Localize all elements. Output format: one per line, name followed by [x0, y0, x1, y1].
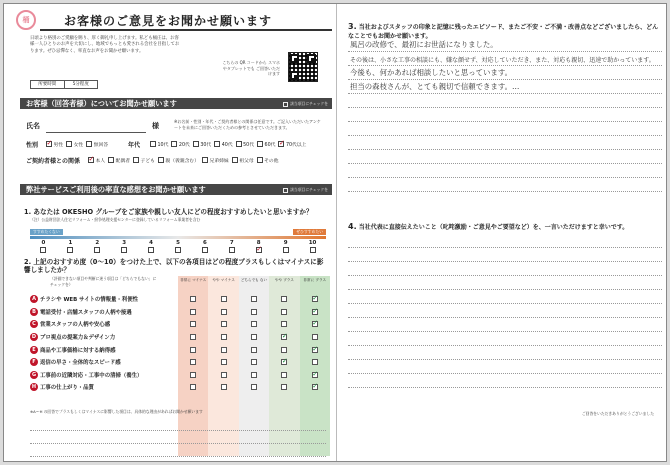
rating-row — [30, 306, 330, 319]
relation-row — [24, 154, 324, 166]
checkbox[interactable] — [312, 309, 318, 315]
gender-option[interactable] — [86, 141, 108, 148]
checkbox[interactable] — [221, 321, 227, 327]
checkbox[interactable] — [312, 296, 318, 302]
scale-number: 8 — [256, 240, 261, 246]
item-letter: H — [31, 384, 37, 391]
answer-line[interactable] — [348, 38, 662, 52]
scale-option[interactable] — [218, 240, 245, 253]
scale-number: 6 — [202, 240, 207, 246]
column-header: どちらでも ない — [240, 278, 268, 282]
rating-row — [30, 343, 330, 356]
scale-option[interactable] — [191, 240, 218, 253]
section-feedback-title: 弊社サービスご利用後の率直な感想をお聞かせ願います — [26, 185, 206, 194]
scale-gradient — [30, 236, 326, 239]
reason-line[interactable] — [30, 418, 326, 431]
item-label: 工事前の近隣対応・工事中の清掃（養生） — [40, 372, 143, 379]
checkbox[interactable] — [193, 141, 199, 147]
checkbox[interactable] — [190, 334, 196, 340]
checkbox[interactable] — [94, 247, 100, 253]
rating-cells — [178, 369, 330, 382]
answer-line[interactable] — [348, 108, 662, 122]
rating-cell — [269, 369, 299, 382]
checkbox[interactable] — [281, 359, 287, 365]
rating-cell — [208, 293, 238, 306]
option-label: 40代 — [221, 142, 233, 148]
checkbox[interactable] — [278, 141, 284, 147]
scale-option[interactable] — [57, 240, 84, 253]
option-label: 配偶者 — [115, 158, 131, 164]
answer-line[interactable] — [348, 150, 662, 164]
rating-cell — [208, 343, 238, 356]
age-option[interactable] — [171, 141, 189, 148]
checkbox[interactable] — [66, 141, 72, 147]
check-note — [283, 186, 328, 193]
section-feedback — [20, 184, 332, 195]
checkbox[interactable] — [121, 247, 127, 253]
checkbox[interactable] — [281, 309, 287, 315]
checkbox[interactable] — [190, 384, 196, 390]
name-label: 氏名 — [26, 122, 40, 130]
rating-cell — [208, 356, 238, 369]
checkbox[interactable] — [190, 296, 196, 302]
gender-option[interactable] — [46, 141, 63, 148]
option-label: 30代 — [200, 142, 212, 148]
rating-cell — [300, 381, 330, 394]
checkbox[interactable] — [221, 384, 227, 390]
rating-cell — [178, 381, 208, 394]
rating-cell — [239, 356, 269, 369]
q2-footnote: ※A〜H の回答でプラスもしくはマイナスに影響した項目は、具体的な理由があればお聞かせ願います — [30, 409, 203, 414]
company-logo: 桶 — [16, 10, 36, 30]
checkbox[interactable] — [88, 157, 94, 163]
scale-option[interactable] — [30, 240, 57, 253]
rating-cells — [178, 293, 330, 306]
option-label: 親（義親含む） — [165, 158, 200, 164]
checkbox[interactable] — [190, 321, 196, 327]
qr-corner — [290, 71, 299, 80]
scale-option[interactable] — [138, 240, 165, 253]
column-header: やや マイナス — [212, 278, 235, 282]
rating-columns — [178, 276, 330, 292]
age-option[interactable] — [214, 141, 232, 148]
age-option[interactable] — [150, 141, 168, 148]
qr-corner — [307, 54, 316, 63]
relation-option[interactable] — [202, 157, 229, 164]
q4-text: 当社代表に直接伝えたいこと（叱咤激励・ご意見やご要望など）を、一言いただけますと幸いです。 — [358, 224, 629, 231]
q1-note: （注）公益財団法人住宅リフォーム・紛争処理支援センターに登録しているリフォーム事業者を含む — [30, 217, 201, 222]
checkbox[interactable] — [67, 247, 73, 253]
rating-cell — [208, 318, 238, 331]
option-label: 無回答 — [93, 142, 109, 148]
rating-cell — [269, 356, 299, 369]
item-letter: A — [30, 295, 38, 303]
rating-cell — [178, 293, 208, 306]
relation-option[interactable] — [158, 157, 199, 164]
name-suffix: 様 — [152, 122, 159, 130]
checkbox[interactable] — [221, 359, 227, 365]
checkbox[interactable] — [148, 247, 154, 253]
column-header: やや プラス — [274, 278, 294, 282]
item-label: 電話受付・店舗スタッフの人柄や接遇 — [40, 309, 132, 316]
scale-number: 9 — [283, 240, 288, 246]
checkbox[interactable] — [232, 157, 238, 163]
rating-cell — [239, 293, 269, 306]
gender-options — [46, 138, 111, 150]
checkbox[interactable] — [257, 157, 263, 163]
scale-number: 2 — [95, 240, 100, 246]
checkbox[interactable] — [312, 372, 318, 378]
checkbox[interactable] — [310, 247, 316, 253]
relation-option[interactable] — [257, 157, 279, 164]
rating-cell — [178, 356, 208, 369]
rating-row — [30, 293, 330, 306]
section-respondent-title: お客様（回答者様）についてお聞かせ願います — [26, 99, 177, 108]
rating-cells — [178, 356, 330, 369]
age-options — [150, 138, 309, 150]
gender-age-row — [24, 138, 324, 150]
checkbox[interactable] — [190, 372, 196, 378]
rating-cell — [239, 306, 269, 319]
rating-cell — [300, 343, 330, 356]
answer-line[interactable] — [348, 290, 662, 304]
qr-code[interactable] — [288, 52, 318, 82]
intro-text: 日頃より格別のご愛顧を賜り、厚く御礼申し上げます。私ども桶庄は、お客様一人ひとりのお声を大切にし、地域でもっとも愛される会社を目指しております。ぜひ忌憚なく、率直なお声をお聞かせ願います。 — [30, 36, 180, 54]
checkbox[interactable] — [229, 247, 235, 253]
rating-cells — [178, 318, 330, 331]
gender-option[interactable] — [66, 141, 83, 148]
option-label: 60代 — [264, 142, 276, 148]
reason-line[interactable] — [30, 431, 326, 444]
item-letter: F — [30, 358, 38, 366]
reason-lines[interactable] — [30, 418, 326, 457]
rating-cell — [208, 331, 238, 344]
checkbox[interactable] — [202, 247, 208, 253]
item-label: 工事の仕上がり・品質 — [40, 385, 94, 392]
rating-cell — [239, 331, 269, 344]
scale-number: 1 — [68, 240, 73, 246]
checkbox[interactable] — [214, 141, 220, 147]
column-header: 非常に プラス — [303, 278, 327, 282]
rating-cell — [300, 369, 330, 382]
scale-number: 7 — [229, 240, 234, 246]
item-label: 営業スタッフの人柄や安心感 — [40, 322, 111, 329]
checkbox[interactable] — [158, 157, 164, 163]
rating-cell — [300, 356, 330, 369]
rating-cell — [300, 318, 330, 331]
name-note: ※お名前・性別・年代・ご契約者様との関係は任意です。ご記入いただいたアンケートを未来にご回答いただくための参考とさせていただきます。 — [174, 119, 321, 130]
checkbox[interactable] — [312, 384, 318, 390]
scale-option[interactable] — [272, 240, 299, 253]
rating-cells — [178, 306, 330, 319]
checkbox[interactable] — [202, 157, 208, 163]
checkbox[interactable] — [256, 247, 262, 253]
answer-line[interactable] — [348, 94, 662, 108]
scale-options — [30, 240, 326, 253]
item-label: チラシや WEB サイトの情報量・利便性 — [40, 297, 138, 304]
scale-option[interactable] — [84, 240, 111, 253]
rating-row — [30, 331, 330, 344]
reason-line[interactable] — [30, 444, 326, 457]
rating-cell — [269, 306, 299, 319]
item-label: 商品や工事価格に対する納得感 — [40, 347, 116, 354]
answer-line[interactable] — [348, 262, 662, 276]
checkbox[interactable] — [86, 141, 92, 147]
q4-number: 4. — [348, 222, 357, 231]
item-letter: E — [30, 346, 38, 354]
checkbox[interactable] — [190, 347, 196, 353]
checkbox[interactable] — [281, 296, 287, 302]
answer-line[interactable] — [348, 164, 662, 178]
rating-cells — [178, 331, 330, 344]
handwritten-text: 風呂の改修で、最初にお世話になりました。 — [350, 40, 498, 49]
checkbox[interactable] — [40, 247, 46, 253]
relation-option[interactable] — [108, 157, 130, 164]
checkbox[interactable] — [312, 347, 318, 353]
item-letter: D — [31, 334, 37, 341]
rating-cell — [239, 343, 269, 356]
checkbox[interactable] — [221, 334, 227, 340]
option-label: 子ども — [140, 158, 155, 164]
rating-cell — [208, 381, 238, 394]
time-label: 所要時間 — [31, 81, 65, 88]
checkbox[interactable] — [236, 141, 242, 147]
checkbox[interactable] — [150, 141, 156, 147]
relation-options — [88, 154, 282, 166]
age-option[interactable] — [257, 141, 275, 148]
rating-row — [30, 369, 330, 382]
rating-cells — [178, 381, 330, 394]
checkbox[interactable] — [312, 334, 318, 340]
rating-row — [30, 356, 330, 369]
scale-low-label: すすめたくない — [30, 229, 63, 235]
checkbox[interactable] — [251, 372, 257, 378]
checkbox[interactable] — [251, 384, 257, 390]
left-page — [10, 8, 332, 458]
checkbox[interactable] — [251, 359, 257, 365]
answer-line[interactable] — [348, 80, 662, 94]
rating-cell — [208, 306, 238, 319]
scale-option[interactable] — [245, 240, 272, 253]
checkbox[interactable] — [257, 141, 263, 147]
q3-number: 3. — [348, 22, 357, 31]
checkbox[interactable] — [251, 309, 257, 315]
checkbox[interactable] — [221, 309, 227, 315]
option-label: 10代 — [157, 142, 169, 148]
scale-option[interactable] — [299, 240, 326, 253]
rating-cell — [269, 318, 299, 331]
rating-row — [30, 318, 330, 331]
gender-label: 性別 — [26, 142, 39, 149]
rating-cell — [269, 381, 299, 394]
q2-note: （評価できない項目や判断に迷う項目は「どちらでもない」にチェックを） — [50, 276, 157, 287]
option-label: 20代 — [178, 142, 190, 148]
page-title: お客様のご意見をお聞かせ願います — [64, 14, 273, 28]
q3-answer-lines[interactable] — [348, 38, 662, 192]
checkbox[interactable] — [283, 247, 289, 253]
rating-items — [30, 293, 330, 394]
checkbox[interactable] — [281, 321, 287, 327]
checkbox[interactable] — [46, 141, 52, 147]
answer-line[interactable] — [348, 178, 662, 192]
thanks-text: ご回答をいただきありがとうございました — [581, 411, 654, 416]
rating-row — [30, 381, 330, 394]
option-label: 男性 — [53, 142, 64, 148]
checkbox[interactable] — [175, 247, 181, 253]
checkbox[interactable] — [221, 372, 227, 378]
rating-cell — [178, 331, 208, 344]
check-note-text: 該当項目にチェックを — [290, 187, 328, 192]
rating-cell — [300, 331, 330, 344]
checkbox[interactable] — [281, 372, 287, 378]
checkbox[interactable] — [171, 141, 177, 147]
q4-answer-lines[interactable] — [348, 234, 662, 388]
option-label: 女性 — [73, 142, 84, 148]
checkbox[interactable] — [312, 321, 318, 327]
scale-option[interactable] — [111, 240, 138, 253]
rating-cell — [178, 369, 208, 382]
scale-number: 5 — [176, 240, 180, 246]
answer-line[interactable] — [348, 374, 662, 388]
checkbox[interactable] — [281, 334, 287, 340]
answer-line[interactable] — [348, 66, 662, 80]
option-label: 祖父母 — [239, 158, 254, 164]
name-field[interactable] — [46, 132, 146, 133]
option-label: 50代 — [243, 142, 255, 148]
answer-line[interactable] — [348, 318, 662, 332]
check-note — [283, 100, 328, 107]
section-respondent — [20, 98, 332, 109]
relation-option[interactable] — [133, 157, 155, 164]
option-label: 兄弟姉妹 — [209, 158, 229, 164]
answer-line[interactable] — [348, 304, 662, 318]
header — [10, 8, 332, 32]
answer-line[interactable] — [348, 136, 662, 150]
answer-line[interactable] — [348, 122, 662, 136]
age-option[interactable] — [278, 141, 306, 148]
rating-cell — [239, 369, 269, 382]
scale-high-label: ぜひすすめたい — [293, 229, 326, 235]
checkbox-icon — [283, 188, 288, 193]
fold-line — [336, 4, 337, 461]
answer-line[interactable] — [348, 248, 662, 262]
rating-cell — [269, 343, 299, 356]
checkbox[interactable] — [312, 359, 318, 365]
age-option[interactable] — [236, 141, 254, 148]
title-rule — [40, 29, 332, 31]
scale-number: 10 — [308, 240, 317, 246]
scale-number: 0 — [41, 240, 46, 246]
item-letter: G — [31, 371, 37, 378]
time-value: 5分程度 — [72, 82, 89, 87]
rating-cell — [178, 306, 208, 319]
rating-cell — [269, 331, 299, 344]
item-letter: B — [30, 308, 38, 316]
rating-cell — [269, 293, 299, 306]
rating-cell — [178, 343, 208, 356]
rating-cell — [178, 318, 208, 331]
checkbox[interactable] — [133, 157, 139, 163]
answer-line[interactable] — [348, 332, 662, 346]
check-note-text: 該当項目にチェックを — [290, 101, 328, 106]
qr-corner — [290, 54, 299, 63]
survey-sheet — [3, 3, 667, 462]
item-label: 返信の早さ・全体的なスピード感 — [40, 360, 121, 367]
answer-line[interactable] — [348, 234, 662, 248]
checkbox[interactable] — [281, 347, 287, 353]
item-label: プロ視点の提案力＆デザイン力 — [40, 335, 116, 342]
option-label: その他 — [264, 158, 279, 164]
q3-text: 当社およびスタッフの印象と記憶に残ったエピソード、またご不安・ご不満・改善点などございましたら、どんなことでもお聞かせ願います。 — [348, 24, 659, 40]
rating-cell — [300, 306, 330, 319]
scale-number: 4 — [149, 240, 153, 246]
rating-cell — [208, 369, 238, 382]
checkbox[interactable] — [221, 347, 227, 353]
right-page — [340, 8, 662, 458]
relation-option[interactable] — [88, 157, 105, 164]
qr-caption: こちらの QR コードから スマホやタブレットでも ご回答いただけます — [222, 60, 280, 77]
answer-line[interactable] — [348, 52, 662, 66]
scale-number: 3 — [122, 240, 127, 246]
checkbox[interactable] — [108, 157, 114, 163]
q4-heading — [348, 222, 662, 231]
relation-label: ご契約者様との関係 — [26, 158, 81, 165]
handwritten-text: その後は、小さな工事の相談にも、嫌な顔せず、対応していただき、また、対応も親切、迅速で助かっています。 — [350, 57, 655, 64]
checkbox[interactable] — [251, 321, 257, 327]
column-header: 非常に マイナス — [180, 278, 207, 282]
answer-line[interactable] — [348, 276, 662, 290]
option-label: 本人 — [95, 158, 106, 164]
option-label: 70代以上 — [285, 142, 307, 148]
nps-scale — [30, 229, 326, 255]
relation-option[interactable] — [232, 157, 254, 164]
handwritten-text: 担当の森枝さんが、とても親切で信頼できます。… — [350, 82, 520, 91]
checkbox[interactable] — [251, 347, 257, 353]
checkbox[interactable] — [251, 334, 257, 340]
checkbox[interactable] — [251, 296, 257, 302]
rating-cell — [239, 381, 269, 394]
checkbox[interactable] — [190, 359, 196, 365]
item-letter: C — [30, 320, 38, 328]
age-label: 年代 — [128, 142, 141, 149]
q2-text: 2. 上記のおすすめ度（0〜10）をつけた上で、以下の各項目はどの程度プラスもしくはマイナスに影響しましたか？ — [24, 258, 324, 274]
age-option[interactable] — [193, 141, 211, 148]
scale-option[interactable] — [165, 240, 192, 253]
q1-text: 1. あなたは OKESHO グループをご家族や親しい友人にどの程度おすすめしたいと思いますか？ — [24, 208, 313, 216]
checkbox[interactable] — [221, 296, 227, 302]
time-box — [30, 80, 98, 89]
answer-line[interactable] — [348, 346, 662, 360]
checkbox-icon — [283, 102, 288, 107]
checkbox[interactable] — [281, 384, 287, 390]
answer-line[interactable] — [348, 360, 662, 374]
name-row — [24, 118, 324, 134]
checkbox[interactable] — [190, 309, 196, 315]
rating-cells — [178, 343, 330, 356]
handwritten-text: 今後も、何かあれば相談したいと思っています。 — [350, 68, 513, 77]
rating-cell — [239, 318, 269, 331]
rating-cell — [300, 293, 330, 306]
